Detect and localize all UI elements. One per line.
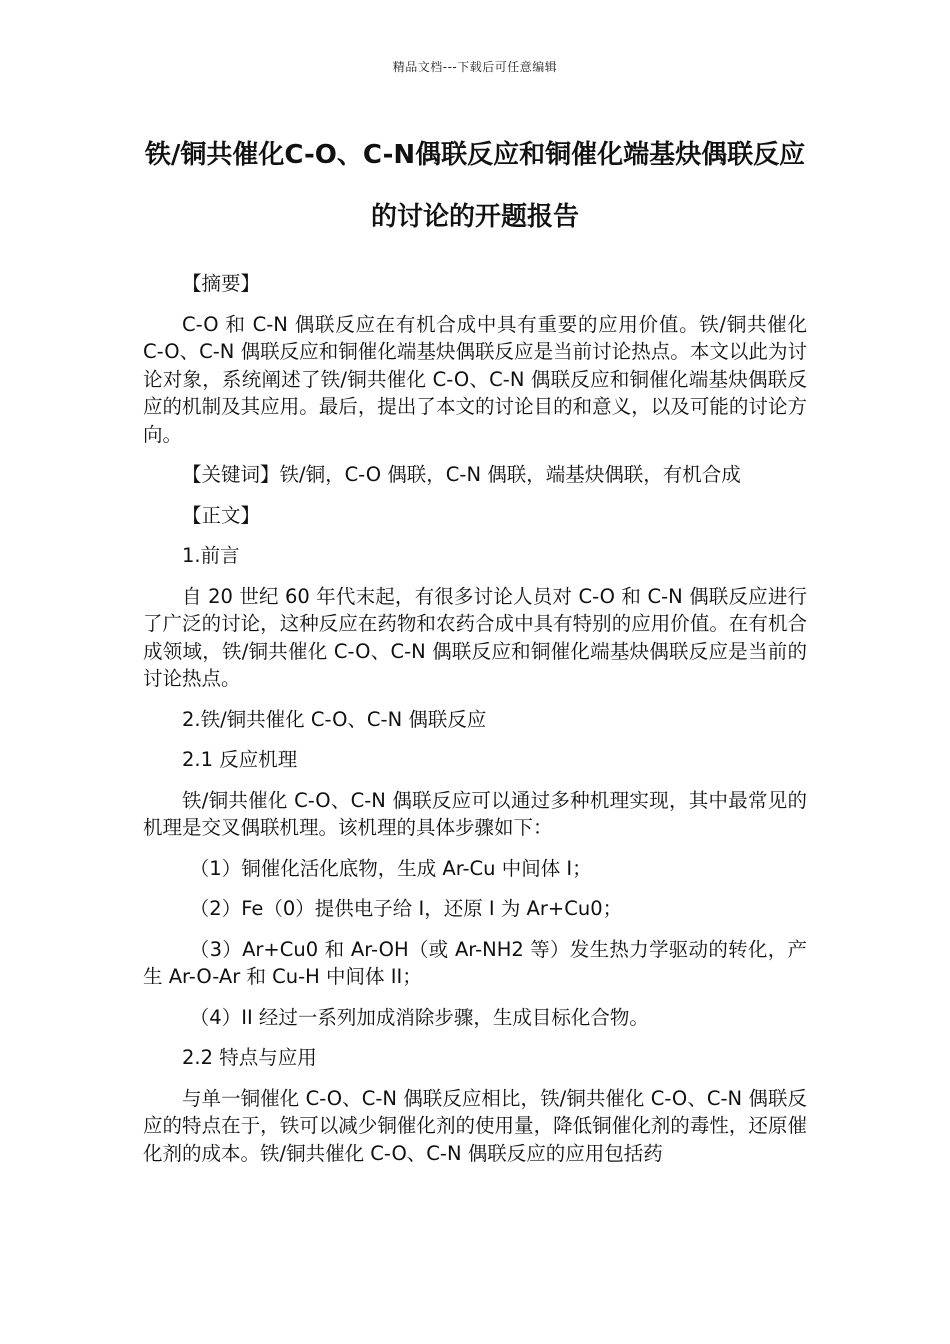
section-1-heading: 1.前言 [182, 544, 240, 567]
mechanism-step: （1）铜催化活化底物，生成 Ar-Cu 中间体 I； [189, 856, 592, 880]
section-1-paragraph: 自 20 世纪 60 年代末起，有很多讨论人员对 C-O 和 C-N 偶联反应进行了广泛的讨论，这种反应在药物和农药合成中具有特别的应用价值。在有机合成领域，铁/铜共催化 C-O、C-N 偶联反应和铜催化端基炔偶联反应是当前的讨论热点。 [143, 584, 807, 690]
body-heading: 【正文】 [182, 503, 261, 527]
abstract-heading: 【摘要】 [182, 272, 261, 295]
section-2-2-paragraph: 与单一铜催化 C-O、C-N 偶联反应相比，铁/铜共催化 C-O、C-N 偶联反应的特点在于，铁可以减少铜催化剂的使用量，降低铜催化剂的毒性，还原催化剂的成本。铁/铜共催化 C-O、C-N 偶联反应的应用包括药 [143, 1086, 807, 1165]
mechanism-step: （3）Ar+Cu0 和 Ar-OH（或 Ar-NH2 等）发生热力学驱动的转化，产生 Ar-O-Ar 和 Cu-H 中间体 II； [143, 937, 807, 988]
keywords-line: 【关键词】铁/铜，C-O 偶联，C-N 偶联，端基炔偶联，有机合成 [182, 463, 741, 486]
section-2-heading: 2.铁/铜共催化 C-O、C-N 偶联反应 [182, 707, 487, 731]
abstract-paragraph: C-O 和 C-N 偶联反应在有机合成中具有重要的应用价值。铁/铜共催化 C-O、C-N 偶联反应和铜催化端基炔偶联反应是当前讨论热点。本文以此为讨论对象，系统阐述了铁/铜共催化 C-O、C-N 偶联反应和铜催化端基炔偶联反应的机制及其应用。最后，提出了本文的讨论目的和意义，以及可能的讨论方向。 [143, 312, 807, 446]
mechanism-step: （2）Fe（0）提供电子给 I，还原 I 为 Ar+Cu0； [189, 897, 623, 920]
section-2-1-paragraph: 铁/铜共催化 C-O、C-N 偶联反应可以通过多种机理实现，其中最常见的机理是交叉偶联机理。该机理的具体步骤如下： [143, 788, 807, 839]
document-body [143, 270, 807, 1180]
header-note: 精品文档---下载后可任意编辑 [392, 60, 558, 74]
section-2-1-heading: 2.1 反应机理 [182, 748, 298, 771]
section-2-2-heading: 2.2 特点与应用 [182, 1046, 317, 1069]
mechanism-step: （4）II 经过一系列加成消除步骤，生成目标化合物。 [189, 1005, 649, 1029]
document-title: 铁/铜共催化C-O、C-N偶联反应和铜催化端基炔偶联反应的讨论的开题报告 [144, 140, 806, 232]
